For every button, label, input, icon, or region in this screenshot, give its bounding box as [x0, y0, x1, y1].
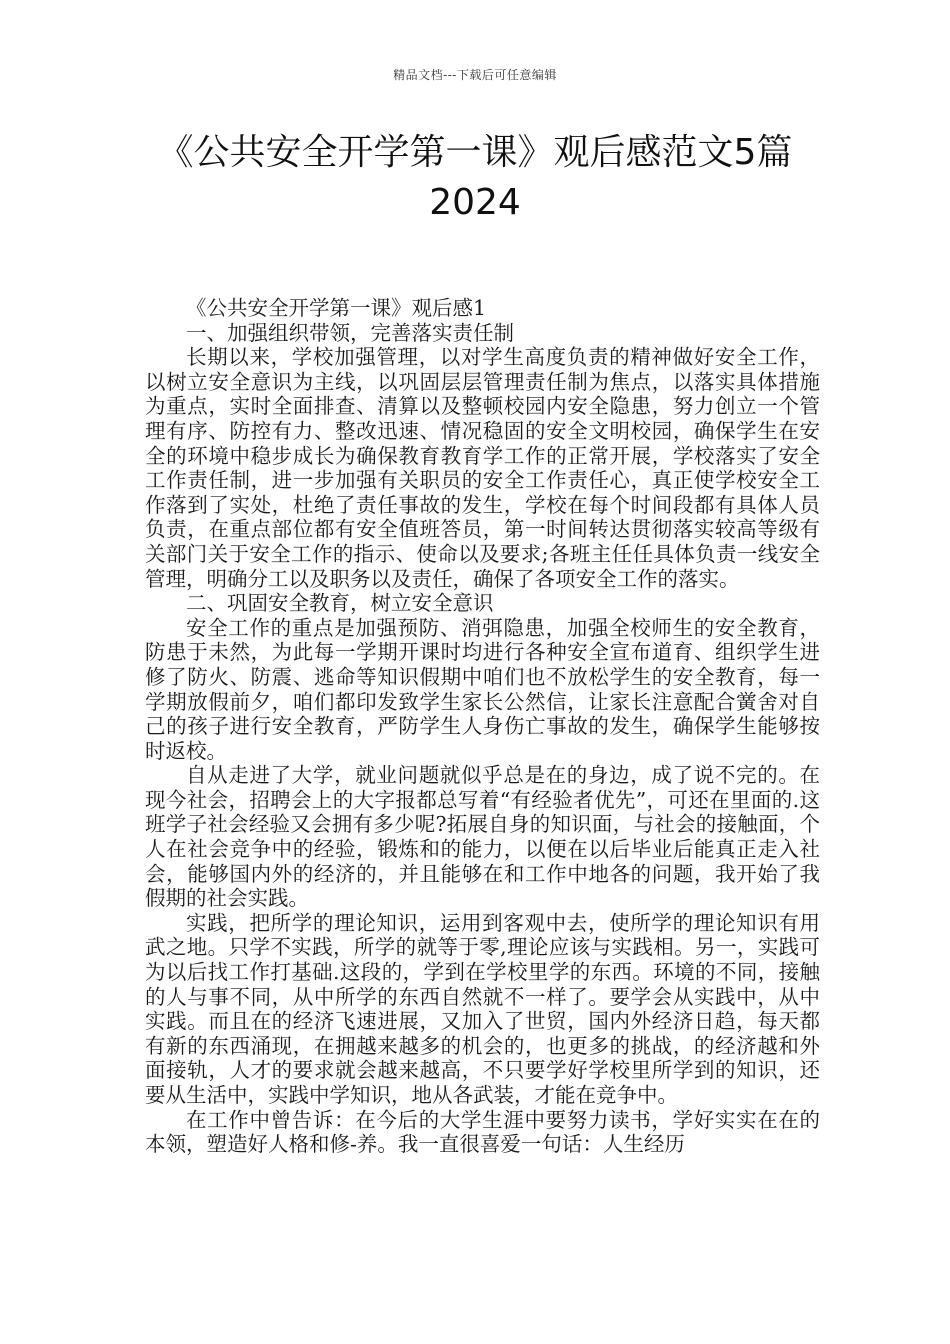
body-paragraph: 长期以来，学校加强管理，以对学生高度负责的精神做好安全工作，以树立安全意识为主线，以巩固层层管理责任制为焦点，以落实具体措施为重点，实时全面排查、清算以及整顿校园内安全隐患，努力创立一个管理有序、防控有力、整改迅速、情况稳固的安全文明校园，确保学生在安全的环境中稳步成长为确保教育教育学工作的正常开展，学校落实了安全工作责任制，进一步加强有关职员的安全工作责任心，真正使学校安全工作落到了实处，杜绝了责任事故的发生，学校在每个时间段都有具体人员负责，在重点部位都有安全值班答员，第一时间转达贯彻落实较高等级有关部门关于安全工作的指示、使命以及要求;各班主任任具体负责一线安全管理，明确分工以及职务以及责任，确保了各项安全工作的落实。 — [145, 345, 820, 591]
body-paragraph: 在工作中曾告诉：在今后的大学生涯中要努力读书，学好实实在在的本领，塑造好人格和修-养。我一直很喜爱一句话：人生经历 — [145, 1107, 820, 1157]
subsection-heading: 二、巩固安全教育，树立安全意识 — [186, 591, 494, 616]
document-body — [145, 296, 820, 1157]
document-title: 《公共安全开学第一课》观后感范文5篇2024 — [157, 132, 793, 223]
body-paragraph: 安全工作的重点是加强预防、消弭隐患，加强全校师生的安全教育，防患于未然，为此每一学期开课时均进行各种安全宣布道育、组织学生进修了防火、防震、逃命等知识假期中咱们也不放松学生的安全教育，每一学期放假前夕，咱们都印发致学生家长公然信，让家长注意配合黉舍对自己的孩子进行安全教育，严防学生人身伤亡事故的发生，确保学生能够按时返校。 — [145, 615, 820, 763]
body-paragraph: 自从走进了大学，就业问题就似乎总是在的身边，成了说不完的。在现今社会，招聘会上的大字报都总写着“有经验者优先”，可还在里面的.这班学子社会经验又会拥有多少呢?拓展自身的知识面，与社会的接触面，个人在社会竞争中的经验，锻炼和的能力，以便在以后毕业后能真正走入社会，能够国内外的经济的，并且能够在和工作中地各的问题，我开始了我假期的社会实践。 — [145, 763, 820, 911]
section-title: 《公共安全开学第一课》观后感1 — [186, 296, 487, 320]
header-note: 精品文档---下载后可任意编辑 — [393, 68, 557, 82]
subsection-heading: 一、加强组织带领，完善落实责任制 — [186, 320, 514, 345]
body-paragraph: 实践，把所学的理论知识，运用到客观中去，使所学的理论知识有用武之地。只学不实践，所学的就等于零,理论应该与实践相。另一，实践可为以后找工作打基础.这段的，学到在学校里学的东西。环境的不同，接触的人与事不同，从中所学的东西自然就不一样了。要学会从实践中，从中实践。而且在的经济飞速进展，又加入了世贸，国内外经济日趋，每天都有新的东西涌现，在拥越来越多的机会的，也更多的挑战，的经济越和外面接轨，人才的要求就会越来越高，不只要学好学校里所学到的知识，还要从生活中，实践中学知识，地从各武装，才能在竞争中。 — [145, 910, 820, 1107]
